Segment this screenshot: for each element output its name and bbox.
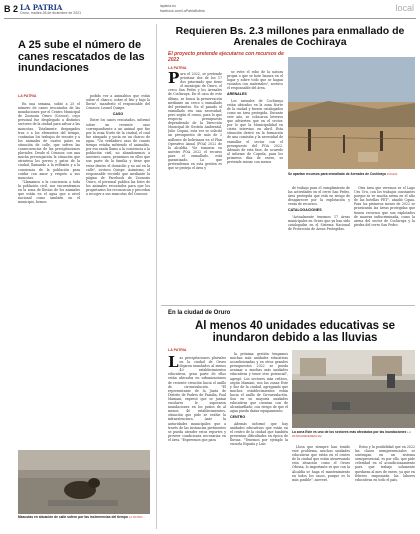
- header-rule: [4, 18, 416, 19]
- story1-column-1: [18, 102, 80, 445]
- story3-paragraph: as precipitaciones pluviales en la ciudad de Oruro dejaron inundados al menos 40 establecimientos educativos, gran parte de ellos están ubicados en urbanizaciones de reciente creación hacia el anillo de circunvalación. "El representante de la Junta de Distrito de Padres de Familia, Paul Mamani, expresó que se juntan escolares le superaron inundaciones en los patios de al menos 40 establecimientos, situación que pide se evalúe la infraestructura. Ante la autoridades municipales que a través de las instancias pertinentes se pueda atender estos reportes y proveer condiciones necesarias en el área. "Esperemos que para: [168, 356, 226, 442]
- story2-paragraph: "Actualmente tenemos 17 áreas municipales en Oruro que ya han sido catalogadas en el Sistema Nacional de Protección de Áreas Protegidas.: [288, 214, 350, 231]
- story2-paragraph: ara el 2022, se pretende priorizar dos de los 17 dos priorizado que tiene el municipio de Oruro, el cerco San Pedro y los Arenales de Cochiraya. En el caso de este último, se busca la preservación mediante un cerco o enmallado del perímetro. En el pasado el enmallado era una necesidad; pero según el censo, para lo que respecta presupuesto dependiendo de la Dirección Municipal de Gestión Ambiental, Julio Coquia, esta vez se solicitó un presupuesto de más de 2 millones de bolivianos en el Plan Operativo Anual (POA) 2022 de la alcaldía. "Se tomaron en nuestro POA 2022 el recurso para el enmallado, está garantizado. Lo que pretendemos en esta gestión es que se proteja el área y: [168, 72, 222, 171]
- story1-byline: LA PATRIA: [18, 94, 37, 98]
- story1-photo: [18, 450, 150, 514]
- story3-column-3: [292, 445, 350, 528]
- story2-column-4: [354, 186, 415, 300]
- story3-subhead: CENTRO: [230, 415, 246, 420]
- story2-caption: [288, 172, 415, 176]
- story3-photo: [292, 350, 415, 428]
- story3-caption: [292, 430, 415, 438]
- story3-paragraph: la próxima gestión tengamos muchas más unidades educativas acondicionadas y en otros grandes presupuestos 2022 se pueda avanzar a muchas más unidades educativas y tener otro potencial", agregó. Los sectores más críticos, según Mamani, son las zonas Este y Sur de la ciudad, agregando que muchos establecimientos están hacia el anillo de Circunvalación. Son en su mayoría unidades educativas que cuentan con de alcantarillado, con riesgo de que el agua pueda dañar equipamiento.: [230, 352, 288, 414]
- story2-dropcap: P: [168, 72, 180, 87]
- story3-paragraph: Además informó que hay unidades educativas que están en el centro de la ciudad que también presentan dificultades en época de lluvias. "Tenemos por ejemplo la escuela España y Luis: [230, 421, 288, 446]
- story2-column-1: [168, 72, 222, 300]
- column-divider: [156, 24, 157, 529]
- story1-paragraph: "Llamamos a la conciencia a toda la población civil, nos encuentramos en la zona de lluvias de los animales que están en el agua que a nivel nacional como también en el municipio, hemos: [18, 179, 80, 205]
- story2-column-3: [288, 186, 350, 300]
- website-link[interactable]: lapatria.bo: [160, 4, 176, 8]
- story3-photo-credit: LA PATRIA/REFERENCIAL: [292, 430, 411, 438]
- story1-photo-credit: LA PATRIA: [128, 515, 143, 519]
- story3-column-1: [168, 356, 226, 528]
- story3-rule: [161, 305, 415, 306]
- story2-deck: El proyecto pretende ejecutarse con recursos de 2022: [168, 51, 284, 63]
- story3-column-2: [230, 352, 288, 528]
- story2-paragraph: de trabajo para el cumplimiento de las actividades en el cerro San Pedro, área protegida que está en riesgo de desaparecer por la explotación y venta de recursos.: [288, 186, 350, 207]
- story1-headline: A 25 sube el número de canes rescatados de las inundaciones: [18, 39, 145, 74]
- story3-column-4: [355, 445, 415, 528]
- story1-subhead: CASO: [112, 112, 124, 117]
- story3-paragraph: Estos y la posibilidad que en 2022 las clases semipresenciales se sostengan en un sistema semipresencial, es por ello, que pide celeridad en el acondicionamiento para que trabajo solamente quedaran al mes de enero, ya que en febrero empezarán las labores educativas en todo el país.: [355, 445, 415, 482]
- story1-paragraph: Entre los canes rescatados, informó sobre un reciente caso correspondiente a un animal que fue por la zona Norte de la ciudad, el cual fue atrapado y yacía en un charco de agua. "Un verdadero caso de cuanto tiempo estaba sufriendo el animalito, por esa razón llamo a la conciencia a la población civil, no abandonemos a nuestros canes, pensemos en ellos que son parte de la familia y tiene que estar dentro el domicilio y no así en la calle", sostuvo Quispe. Asimismo, el responsable recordó que mediante la página de Facebook de Zoonosis Oruro, el personal publica las fotos de los animales rescatados para que los propietarios los reconozcan y procedan a recoger a sus mascotas del Cenzoor.: [86, 118, 150, 197]
- story2-paragraph: se evite el robo de la natura propia o que se bote basura en el lugar y sobre todo que se hagan vaciados con materiales", sostuvo el responsable del área.: [227, 70, 283, 91]
- facebook-link[interactable]: facebook.com/LaPatriaBolivia: [160, 8, 205, 13]
- story3-paragraph: Llosa que siempre han tenido este problema, muchas unidades educativas que están en el centro de la ciudad que están atravesando esta situación como el Oruro Oficina, lo importante es que con la Alcaldía se haga el mantenimiento en todos los casos, porque es lo más posible", aseveró.: [292, 445, 350, 482]
- story1-paragraph: En una semana, subió a 25 el número de canes rescatados de las inundaciones por el Centro Municipal de Zoonosis Oruro (Cezoor), cuyo personal fue desplegado a distintos sectores de la ciudad para salvar a las mascotas. Totalmente despegados tras o a los elementos del tiempo, continúan los trabajos de rescate y a los animales de cuatro patas en situación de calle, que sufren las consecuencias de las precipitaciones pluviales. Desde el Cenzoor, con una mucha preocupación la situación que atraviesa los perros y gatos de la ciudad, llamando a la reflexión y a la conciencia de la población para cuidar con amor y respeto a sus mascotas.: [18, 102, 80, 180]
- story2-headline: Requieren Bs. 2.3 millones para enmallado de Arenales de Cochiraya: [175, 25, 405, 48]
- story3-headline: Al menos 40 unidades educativas se inundaron debido a las lluvias: [194, 320, 396, 344]
- story2-subhead: ARENALES: [227, 92, 247, 97]
- social-links: [160, 4, 205, 13]
- story2-caption-text: Se apartan recursos para enmallado de Arenales de Cochiraya: [288, 172, 386, 176]
- story3-byline: LA PATRIA: [168, 348, 187, 352]
- newspaper-logo: LA PATRIA: [20, 3, 63, 12]
- section-label: local: [395, 3, 414, 13]
- story2-byline: LA PATRIA: [168, 66, 187, 70]
- story1-caption: [18, 515, 150, 519]
- story2-paragraph: Los arenales de Cochiraya están ubicados en la zona Norte de la ciudad y fueron catalogados como un área protegida. Durante este año, se colocaron letreros que advierten que en el sector, por lo que la Municipalidad en cierta intervino en abril. Esta situación derivó en la formación de una comisión y la necesidad de enmallar el sector con el presupuesto del POA 2022. Además de esta fase, de acuerdo al informe de Copeda, para los primeros días de enero, se pretende iniciar con menos: [227, 98, 283, 164]
- story2-photo: [288, 57, 415, 169]
- issue-date: Oruro, martes 28 de diciembre de 2021: [20, 11, 82, 15]
- story3-dropcap: L: [168, 356, 179, 371]
- story1-column-2: [86, 94, 150, 445]
- story3-caption-text: La zona Este es uno de los sectores más afectados por las inundaciones: [292, 430, 407, 434]
- story2-subhead-2: CATALOGACIONES: [288, 208, 322, 213]
- story2-photo-credit: PÁGINA: [386, 172, 398, 176]
- story1-caption-text: Mascotas en situación de calle sufren por las inclemencias del tiempo: [18, 515, 128, 519]
- story1-paragraph: podido ver a animalitos que están sobre el charco, sobre el frío y bajo la lluvia", manifestó el responsable del Cenzoor, Leonel Quispe.: [86, 94, 150, 111]
- story2-column-2: [227, 70, 283, 300]
- page-number: B 2: [4, 4, 19, 14]
- story2-paragraph: Otra área que veremos es el Lago Uru Uru, con los trabajos constantes porque se ve mucha arena en el alto de las botellas PET", añadió Cquia. Para los primeros meses de 2022 se priorizarán las áreas protegidas que tienen recursos que son explotados de manera indiscriminada, como la arena del sector de Cochiraya y la piedra del cerro San Pedro.: [354, 186, 415, 227]
- story3-kicker: En la ciudad de Oruro: [168, 310, 231, 316]
